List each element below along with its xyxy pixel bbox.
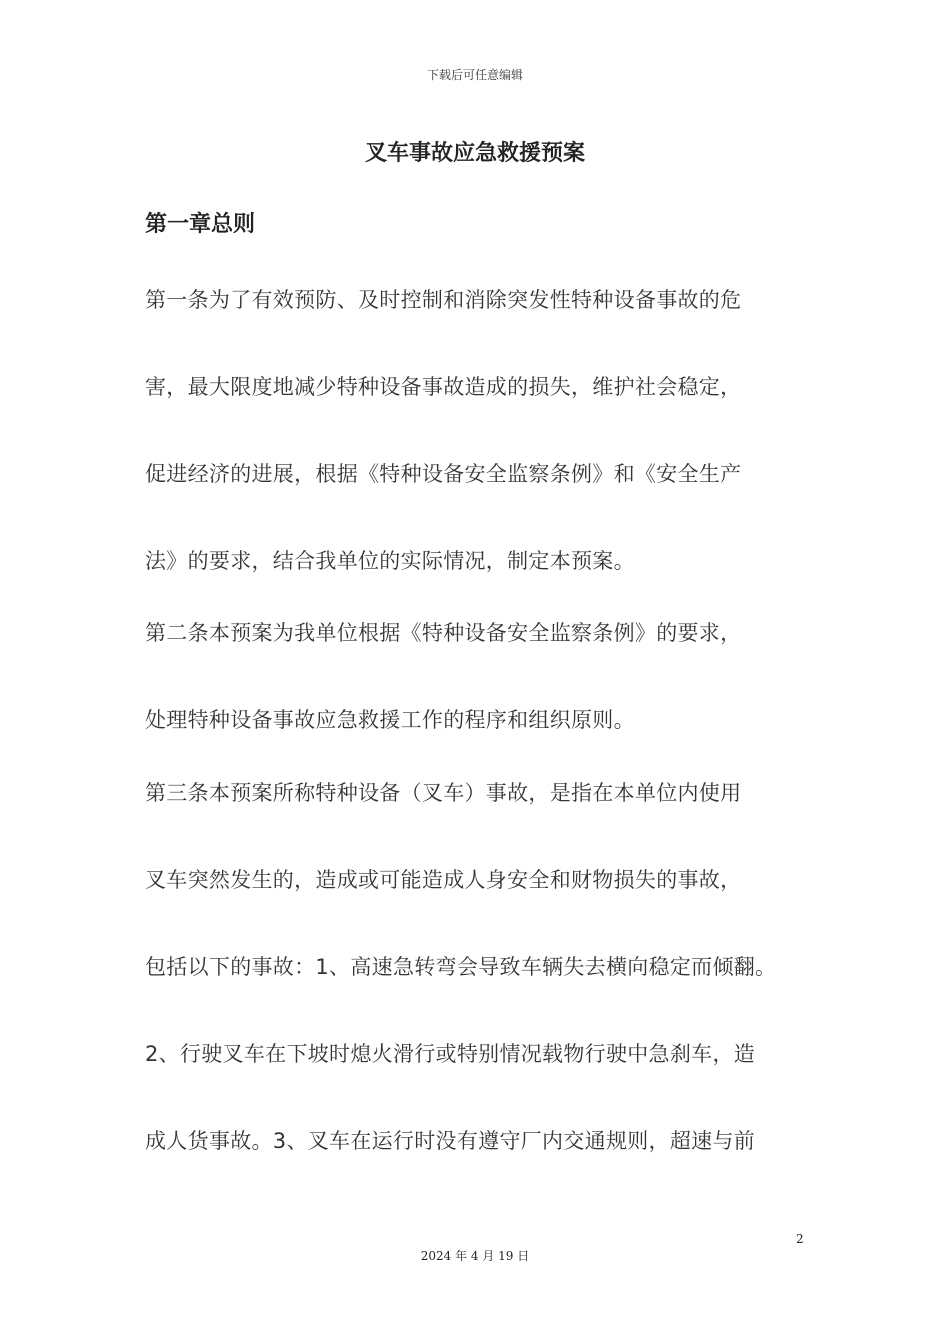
body-line: 促进经济的进展，根据《特种设备安全监察条例》和《安全生产	[145, 462, 742, 486]
page-header: 下载后可任意编辑	[426, 68, 523, 82]
document-title: 叉车事故应急救援预案	[364, 141, 585, 166]
chapter-heading: 第一章总则	[145, 212, 256, 237]
body-line: 第二条本预案为我单位根据《特种设备安全监察条例》的要求，	[145, 621, 742, 645]
body-line: 处理特种设备事故应急救援工作的程序和组织原则。	[145, 708, 635, 732]
body-line: 包括以下的事故：1、高速急转弯会导致车辆失去横向稳定而倾翻。	[145, 955, 777, 979]
body-line: 法》的要求，结合我单位的实际情况，制定本预案。	[145, 549, 635, 573]
body-line: 2、行驶叉车在下坡时熄火滑行或特别情况载物行驶中急刹车，造	[145, 1042, 756, 1066]
body-line: 第一条为了有效预防、及时控制和消除突发性特种设备事故的危	[145, 288, 742, 312]
body-line: 害，最大限度地减少特种设备事故造成的损失，维护社会稳定，	[145, 375, 742, 399]
page-number: 2	[796, 1232, 804, 1246]
body-line: 叉车突然发生的，造成或可能造成人身安全和财物损失的事故，	[145, 868, 742, 892]
footer-date: 2024 年 4 月 19 日	[420, 1249, 530, 1263]
body-line: 成人货事故。3、叉车在运行时没有遵守厂内交通规则，超速与前	[145, 1129, 756, 1153]
body-line: 第三条本预案所称特种设备（叉车）事故，是指在本单位内使用	[145, 781, 742, 805]
